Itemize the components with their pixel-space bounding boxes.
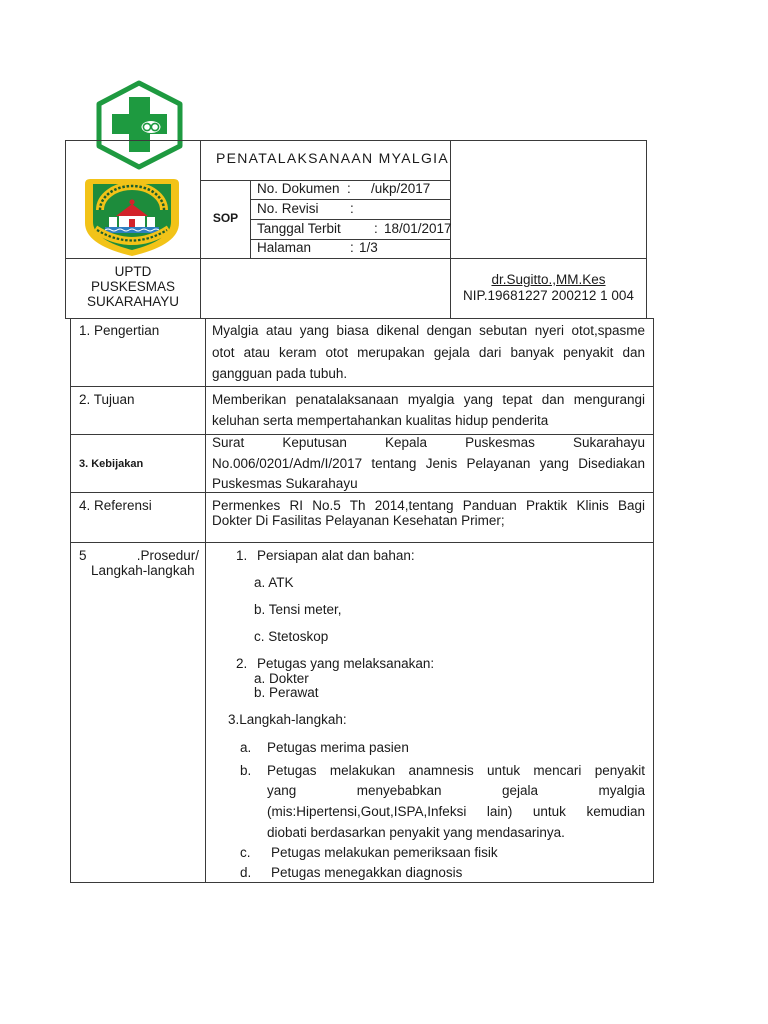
issue-date-colon: :: [374, 221, 378, 236]
list-marker: d.: [240, 865, 252, 880]
step-title: Persiapan alat dan bahan:: [257, 548, 415, 563]
step-title: Petugas yang melaksanakan:: [257, 656, 435, 671]
list-marker: c.: [240, 845, 251, 860]
section-text-line: gangguan pada tubuh.: [212, 366, 348, 381]
revision-colon: :: [350, 201, 354, 216]
list-item: c. Stetoskop: [254, 629, 329, 644]
org-line: UPTD: [114, 264, 152, 279]
section-text-line: Myalgia atau yang biasa dikenal dengan sebutan nyeri otot,spasme: [212, 323, 645, 338]
list-item: Petugas melakukan pemeriksaan fisik: [271, 845, 498, 860]
issue-date-label: Tanggal Terbit: [257, 221, 341, 236]
signatory-nip: NIP.19681227 200212 1 004: [463, 288, 634, 303]
section-text-line: keluhan serta mempertahankan kualitas hidup penderita: [212, 413, 549, 428]
org-line: PUSKESMAS: [90, 279, 176, 294]
section-text-line: No.006/0201/Adm/I/2017 tentang Jenis Pelayanan yang Disediakan: [212, 456, 645, 471]
org-line: SUKARAHAYU: [86, 294, 180, 309]
section-subtitle: Langkah-langkah: [91, 563, 195, 578]
list-item-line: Petugas melakukan anamnesis untuk mencari penyakit: [267, 763, 645, 778]
section-label-referensi: 4. Referensi: [79, 498, 152, 513]
list-item: b. Perawat: [254, 685, 319, 700]
list-item: b. Tensi meter,: [254, 602, 342, 617]
header-blank-cell: [200, 258, 451, 319]
section-title: .Prosedur/: [136, 548, 199, 563]
list-item-line: diobati berdasarkan penyakit yang mendasarinya.: [267, 825, 565, 840]
step-number: 2.: [236, 656, 248, 671]
signatory-name-text: dr.Sugitto.,MM.Kes: [491, 272, 606, 287]
section-text-line: Dokter Di Fasilitas Pelayanan Kesehatan Primer;: [212, 513, 505, 528]
list-item: a. Dokter: [254, 671, 309, 686]
section-text-line: Memberikan penatalaksanaan myalgia yang tepat dan mengurangi: [212, 392, 645, 407]
revision-label: No. Revisi: [257, 201, 319, 216]
header-right-cell: [450, 140, 647, 259]
section-text-line: Permenkes RI No.5 Th 2014,tentang Panduan Praktik Klinis Bagi: [212, 498, 645, 513]
page-colon: :: [350, 240, 354, 255]
section-label-cell: [70, 542, 206, 883]
section-label-pengertian: 1. Pengertian: [79, 323, 160, 338]
list-item: a. ATK: [254, 575, 294, 590]
section-label-tujuan: 2. Tujuan: [79, 392, 135, 407]
document-number-label: No. Dokumen: [257, 181, 340, 196]
list-item-line: yang menyebabkan gejala myalgia: [267, 783, 645, 798]
document-number-value: /ukp/2017: [371, 181, 431, 196]
step-number: 1.: [236, 548, 248, 563]
issue-date-value: 18/01/2017: [384, 221, 452, 236]
list-item: Petugas menegakkan diagnosis: [271, 865, 463, 880]
page-value: 1/3: [359, 240, 378, 255]
list-marker: a.: [240, 740, 252, 755]
document-number-colon: :: [347, 181, 351, 196]
section-text-line: Puskesmas Sukarahayu: [212, 476, 358, 491]
regency-emblem-icon: [83, 177, 181, 258]
page-label: Halaman: [257, 240, 312, 255]
list-item: Petugas merima pasien: [267, 740, 409, 755]
section-number: 5: [79, 548, 87, 563]
document-title: PENATALAKSANAAN MYALGIA: [216, 150, 449, 166]
sop-label: SOP: [212, 211, 239, 225]
section-label-kebijakan: 3. Kebijakan: [79, 458, 144, 470]
section-text-line: Surat Keputusan Kepala Puskesmas Sukarahayu: [212, 435, 645, 450]
section-text-line: otot atau keram otot merupakan gejala dari banyak penyakit dan: [212, 345, 645, 360]
step-title: 3.Langkah-langkah:: [228, 712, 347, 727]
list-marker: b.: [240, 763, 252, 778]
list-item-line: (mis:Hipertensi,Gout,ISPA,Infeksi lain) untuk kemudian: [267, 804, 645, 819]
